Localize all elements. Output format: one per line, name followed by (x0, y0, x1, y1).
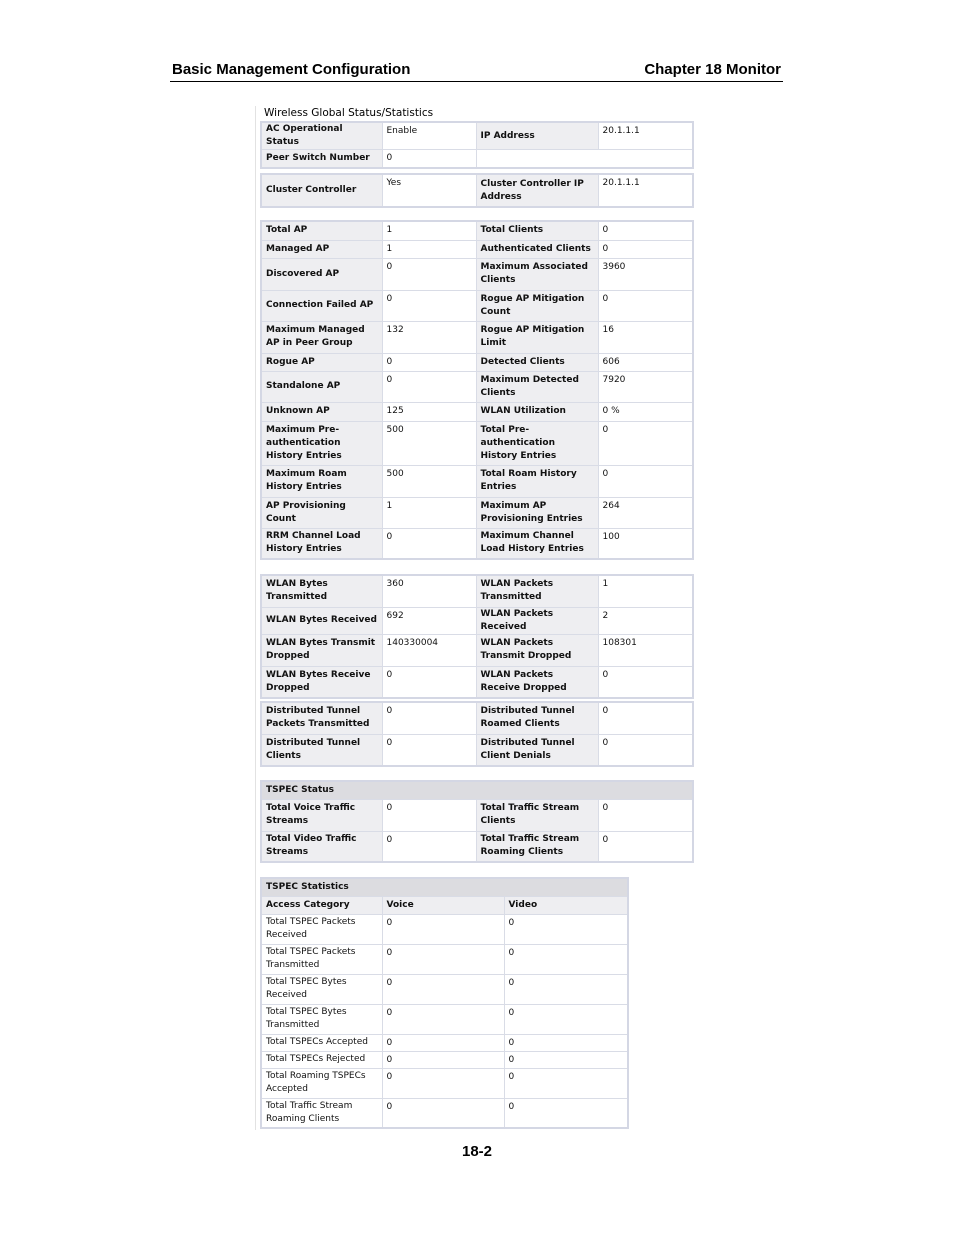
row-label: Peer Switch Number (261, 150, 382, 168)
screenshot-panel (255, 106, 696, 1130)
row-value: 0 (598, 465, 693, 497)
row-value: 1 (382, 240, 476, 258)
row-label: AC Operational Status (261, 122, 382, 150)
row-label: Managed AP (261, 240, 382, 258)
empty-cell (476, 150, 693, 168)
table-row (261, 465, 693, 497)
table-row (261, 914, 628, 944)
row-value: 0 (382, 799, 476, 831)
row-value: 0 (598, 666, 693, 698)
section-title: TSPEC Status (261, 781, 693, 799)
row-label: Maximum Detected Clients (476, 371, 598, 402)
row-value: 0 (598, 831, 693, 862)
row-value: 3960 (598, 258, 693, 290)
table-row (261, 1068, 628, 1098)
row-value: 2 (598, 607, 693, 634)
row-value: 360 (382, 575, 476, 607)
table-row (261, 634, 693, 666)
row-value: 606 (598, 353, 693, 371)
row-label: WLAN Packets Transmitted (476, 575, 598, 607)
row-value: 0 (504, 1034, 628, 1051)
row-value: 132 (382, 321, 476, 353)
table-row (261, 528, 693, 559)
table-row (261, 799, 693, 831)
header-rule (170, 81, 783, 82)
row-value: 0 (598, 799, 693, 831)
row-label: Maximum Roam History Entries (261, 465, 382, 497)
row-value: 0 (598, 702, 693, 734)
table-row (261, 702, 693, 734)
distributed-tunnel-table (260, 701, 694, 767)
row-value: 1 (382, 221, 476, 240)
row-value: 0 (504, 914, 628, 944)
row-value: 500 (382, 421, 476, 465)
column-header: Access Category (261, 896, 382, 914)
row-label: Total TSPEC Packets Received (261, 914, 382, 944)
row-value: 0 (382, 290, 476, 321)
row-value: 0 (598, 734, 693, 766)
row-value: 0 (504, 944, 628, 974)
row-label: Authenticated Clients (476, 240, 598, 258)
row-value: 0 (382, 734, 476, 766)
table-row (261, 258, 693, 290)
status-table-1 (260, 121, 694, 169)
row-label: Maximum Channel Load History Entries (476, 528, 598, 559)
wlan-traffic-table (260, 574, 694, 699)
row-label: AP Provisioning Count (261, 497, 382, 528)
row-value: 0 (382, 914, 504, 944)
tspec-statistics-table (260, 877, 629, 1129)
row-label: Total TSPEC Packets Transmitted (261, 944, 382, 974)
row-label: Cluster Controller (261, 174, 382, 207)
row-value: 0 (382, 1004, 504, 1034)
row-label: WLAN Utilization (476, 402, 598, 421)
row-label: Total TSPECs Rejected (261, 1051, 382, 1068)
row-label: Maximum Managed AP in Peer Group (261, 321, 382, 353)
row-value: 20.1.1.1 (598, 174, 693, 207)
row-label: Total Traffic Stream Roaming Clients (476, 831, 598, 862)
row-value: 0 (504, 1068, 628, 1098)
table-row (261, 666, 693, 698)
row-label: Distributed Tunnel Roamed Clients (476, 702, 598, 734)
table-row (261, 831, 693, 862)
table-row (261, 575, 693, 607)
table-row (261, 1034, 628, 1051)
row-value: 0 (382, 353, 476, 371)
row-label: Rogue AP Mitigation Count (476, 290, 598, 321)
row-value: 108301 (598, 634, 693, 666)
row-value: 16 (598, 321, 693, 353)
row-value: 125 (382, 402, 476, 421)
status-table-3 (260, 220, 694, 560)
section-header-row (261, 878, 628, 896)
row-label: Total TSPEC Bytes Transmitted (261, 1004, 382, 1034)
row-label: Total TSPEC Bytes Received (261, 974, 382, 1004)
row-label: Total Traffic Stream Clients (476, 799, 598, 831)
table-row (261, 1098, 628, 1128)
row-value: 7920 (598, 371, 693, 402)
table-row (261, 221, 693, 240)
row-value: 0 (382, 1051, 504, 1068)
row-label: WLAN Bytes Transmitted (261, 575, 382, 607)
table-row (261, 290, 693, 321)
row-label: Total Video Traffic Streams (261, 831, 382, 862)
table-row (261, 944, 628, 974)
table-row (261, 174, 693, 207)
row-label: Distributed Tunnel Client Denials (476, 734, 598, 766)
row-value: 0 (598, 290, 693, 321)
table-row (261, 240, 693, 258)
table-row (261, 421, 693, 465)
row-label: Total Roam History Entries (476, 465, 598, 497)
row-label: Rogue AP (261, 353, 382, 371)
row-value: 0 (382, 1098, 504, 1128)
table-row (261, 1051, 628, 1068)
section-header-row (261, 781, 693, 799)
row-label: WLAN Packets Receive Dropped (476, 666, 598, 698)
row-value: 1 (598, 575, 693, 607)
row-label: WLAN Bytes Received (261, 607, 382, 634)
row-label: Unknown AP (261, 402, 382, 421)
row-label: Distributed Tunnel Clients (261, 734, 382, 766)
row-value: Enable (382, 122, 476, 150)
tspec-status-table (260, 780, 694, 863)
row-value: 140330004 (382, 634, 476, 666)
table-row (261, 1004, 628, 1034)
row-label: WLAN Bytes Receive Dropped (261, 666, 382, 698)
row-value: 20.1.1.1 (598, 122, 693, 150)
row-label: Standalone AP (261, 371, 382, 402)
row-value: 0 (504, 974, 628, 1004)
row-value: 0 (382, 258, 476, 290)
row-label: WLAN Packets Transmit Dropped (476, 634, 598, 666)
row-value: 264 (598, 497, 693, 528)
row-value: 0 (382, 1034, 504, 1051)
running-header-right: Chapter 18 Monitor (644, 61, 781, 78)
row-value: 0 (598, 221, 693, 240)
panel-title: Wireless Global Status/Statistics (264, 107, 434, 119)
column-header: Video (504, 896, 628, 914)
table-row (261, 734, 693, 766)
row-label: Maximum Associated Clients (476, 258, 598, 290)
row-label: Total TSPECs Accepted (261, 1034, 382, 1051)
row-label: Cluster Controller IP Address (476, 174, 598, 207)
row-value: 0 (504, 1098, 628, 1128)
table-row (261, 321, 693, 353)
table-row (261, 974, 628, 1004)
row-label: Maximum AP Provisioning Entries (476, 497, 598, 528)
row-label: Discovered AP (261, 258, 382, 290)
status-table-2 (260, 173, 694, 208)
running-header-left: Basic Management Configuration (172, 61, 411, 78)
table-row (261, 497, 693, 528)
row-label: Total Voice Traffic Streams (261, 799, 382, 831)
section-title: TSPEC Statistics (261, 878, 628, 896)
row-value: 0 (382, 1068, 504, 1098)
row-label: WLAN Bytes Transmit Dropped (261, 634, 382, 666)
row-label: WLAN Packets Received (476, 607, 598, 634)
table-row (261, 371, 693, 402)
row-label: Distributed Tunnel Packets Transmitted (261, 702, 382, 734)
row-value: 0 (382, 944, 504, 974)
row-label: Connection Failed AP (261, 290, 382, 321)
row-value: 0 (598, 421, 693, 465)
row-value: 100 (598, 528, 693, 559)
row-label: Total Traffic Stream Roaming Clients (261, 1098, 382, 1128)
row-value: 0 (382, 702, 476, 734)
table-row (261, 607, 693, 634)
row-value: 0 (382, 666, 476, 698)
row-label: Total Clients (476, 221, 598, 240)
table-row (261, 150, 693, 168)
row-label: Detected Clients (476, 353, 598, 371)
row-value: 0 (504, 1004, 628, 1034)
row-label: Maximum Pre-authentication History Entries (261, 421, 382, 465)
row-value: 0 (504, 1051, 628, 1068)
row-value: 500 (382, 465, 476, 497)
page-number: 18-2 (461, 1143, 493, 1160)
row-label: RRM Channel Load History Entries (261, 528, 382, 559)
table-row (261, 122, 693, 150)
row-value: 0 (382, 831, 476, 862)
row-value: 0 (382, 528, 476, 559)
row-value: 0 % (598, 402, 693, 421)
row-label: Total Pre-authentication History Entries (476, 421, 598, 465)
column-header: Voice (382, 896, 504, 914)
row-value: 0 (382, 371, 476, 402)
column-header-row (261, 896, 628, 914)
row-value: 1 (382, 497, 476, 528)
row-label: Rogue AP Mitigation Limit (476, 321, 598, 353)
row-value: 0 (382, 974, 504, 1004)
row-label: IP Address (476, 122, 598, 150)
row-value: Yes (382, 174, 476, 207)
row-value: 692 (382, 607, 476, 634)
row-label: Total Roaming TSPECs Accepted (261, 1068, 382, 1098)
table-row (261, 353, 693, 371)
row-value: 0 (382, 150, 476, 168)
table-row (261, 402, 693, 421)
row-label: Total AP (261, 221, 382, 240)
row-value: 0 (598, 240, 693, 258)
